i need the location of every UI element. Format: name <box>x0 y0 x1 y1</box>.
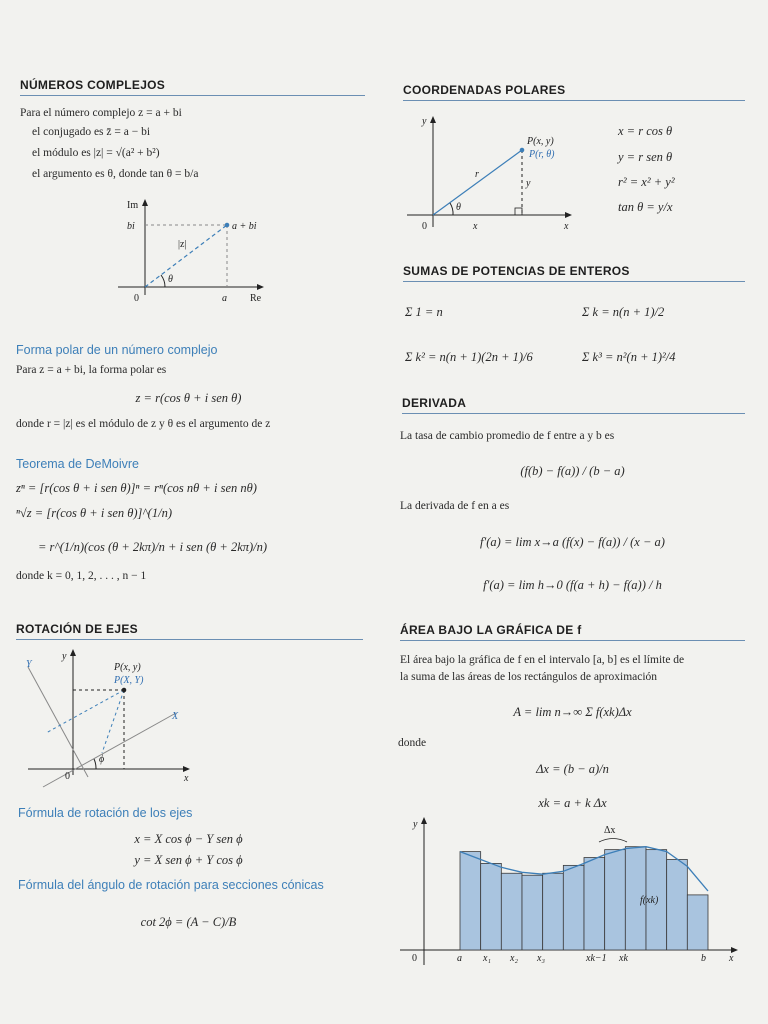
sum-ones: Σ 1 = n <box>405 305 443 319</box>
section-numeros-complejos: NÚMEROS COMPLEJOS <box>20 78 365 96</box>
theta-arc <box>161 275 165 287</box>
x-axis-arrow <box>183 766 190 772</box>
sum-k: Σ k = n(n + 1)/2 <box>582 305 665 319</box>
phi-label: ϕ <box>99 754 105 765</box>
rotation-point <box>122 688 127 693</box>
y-axis-arrow <box>421 817 427 824</box>
area-line-2: la suma de las áreas de los rectángulos de aproximación <box>400 671 658 683</box>
area-line-1: El área bajo la gráfica de f en el intervalo [a, b] es el límite de <box>400 654 685 666</box>
demoivre-root-expansion: = r^(1/n)(cos (θ + 2kπ)/n + i sen (θ + 2kπ)/n) <box>38 540 268 554</box>
y-label: y <box>62 651 67 662</box>
polar-eq-x: x = r cos θ <box>618 124 673 138</box>
derivative-def-h: f′(a) = lim h→0 (f(a + h) − f(a)) / h <box>483 578 662 592</box>
section-derivada: DERIVADA <box>402 396 745 414</box>
pXY-label: P(X, Y) <box>114 675 144 686</box>
demoivre-root: ⁿ√z = [r(cos θ + i sen θ)]^(1/n) <box>16 506 172 520</box>
polar-eq-y: y = r sen θ <box>618 150 673 164</box>
re-label: Re <box>250 293 262 304</box>
riemann-bar-7 <box>584 858 605 950</box>
rotation-formula-title: Fórmula de rotación de los ejes <box>18 806 193 820</box>
delta-x-formula: Δx = (b − a)/n <box>536 762 609 776</box>
riemann-bar-4 <box>522 875 543 950</box>
polar-form-title: Forma polar de un número complejo <box>16 343 218 357</box>
complex-line-conjugate: el conjugado es z̄ = a − bi <box>32 126 151 138</box>
section-rotacion-ejes: ROTACIÓN DE EJES <box>16 622 363 640</box>
derivative-line-2: La derivada de f en a es <box>400 500 510 512</box>
polar-form-line-2: donde r = |z| es el módulo de z y θ es el argumento de z <box>16 418 271 430</box>
X-label: X <box>172 711 179 722</box>
area-limit-formula: A = lim n→∞ Σ f(xk)Δx <box>513 705 632 719</box>
riemann-bar-6 <box>563 865 584 950</box>
x1-label: x₁ <box>483 953 491 964</box>
X-axis <box>43 713 176 787</box>
derivative-line-1: La tasa de cambio promedio de f entre a y b es <box>400 430 615 442</box>
riemann-bar-11 <box>667 859 688 950</box>
xk-formula: xk = a + k Δx <box>538 796 607 810</box>
right-angle-mark <box>515 208 522 215</box>
xk-minus-1-label: xk−1 <box>586 953 607 964</box>
x-segment-label: x <box>473 221 478 232</box>
riemann-bar-2 <box>481 863 502 950</box>
y-axis-arrow <box>70 649 76 656</box>
area-donde: donde <box>398 737 427 749</box>
polar-eq-tan: tan θ = y/x <box>618 200 673 214</box>
modulus-line <box>145 225 227 287</box>
demoivre-k-values: donde k = 0, 1, 2, . . . , n − 1 <box>16 570 147 582</box>
demoivre-power: zⁿ = [r(cos θ + i sen θ)]ⁿ = rⁿ(cos nθ + i sen nθ) <box>16 481 257 495</box>
phi-arc <box>94 759 96 769</box>
complex-plane-diagram <box>110 195 290 315</box>
bi-label: bi <box>127 221 135 232</box>
origin-label: 0 <box>422 221 427 232</box>
section-sumas-potencias: SUMAS DE POTENCIAS DE ENTEROS <box>403 264 745 282</box>
riemann-bar-12 <box>687 895 708 950</box>
x-label: x <box>184 773 189 784</box>
Y-label: Y <box>26 659 32 670</box>
riemann-sum-chart <box>396 815 746 975</box>
pxy-label: P(x, y) <box>114 662 141 673</box>
rotation-angle-title: Fórmula del ángulo de rotación para secciones cónicas <box>18 878 324 892</box>
b-label: b <box>701 953 706 964</box>
prtheta-label: P(r, θ) <box>529 149 555 160</box>
complex-line-1: Para el número complejo z = a + bi <box>20 107 182 119</box>
demoivre-title: Teorema de DeMoivre <box>16 457 139 471</box>
point-label: a + bi <box>232 221 257 232</box>
y-segment-label: y <box>526 178 531 189</box>
r-label: r <box>475 169 479 180</box>
riemann-bar-3 <box>501 873 522 950</box>
re-axis-arrow <box>257 284 264 290</box>
radius-line <box>433 150 522 215</box>
sum-k-cubed: Σ k³ = n²(n + 1)²/4 <box>582 350 676 364</box>
riemann-bar-8 <box>605 850 626 950</box>
polar-form-equation: z = r(cos θ + i sen θ) <box>135 391 242 405</box>
polar-diagram <box>405 112 585 237</box>
im-axis-arrow <box>142 199 148 206</box>
pxy-label: P(x, y) <box>527 136 554 147</box>
rotation-diagram <box>18 645 198 785</box>
complex-point <box>225 223 230 228</box>
im-label: Im <box>127 200 139 211</box>
riemann-bar-1 <box>460 852 481 950</box>
x2-label: x₂ <box>510 953 518 964</box>
xk-label: xk <box>619 953 628 964</box>
x-label: x <box>729 953 734 964</box>
polar-point <box>520 148 525 153</box>
Y-projection <box>46 690 124 733</box>
fxk-label: f(xk) <box>640 895 659 906</box>
polar-form-line-1: Para z = a + bi, la forma polar es <box>16 364 167 376</box>
delta-x-brace <box>599 839 627 843</box>
riemann-bar-5 <box>543 873 564 950</box>
Y-axis <box>28 667 88 777</box>
origin-label: 0 <box>412 953 417 964</box>
modulus-label: |z| <box>178 239 187 250</box>
a-label: a <box>222 293 227 304</box>
x-axis-arrow <box>565 212 572 218</box>
y-label: y <box>422 116 427 127</box>
origin-label: 0 <box>134 293 139 304</box>
theta-label: θ <box>168 274 173 285</box>
complex-line-argument: el argumento es θ, donde tan θ = b/a <box>32 168 199 180</box>
rotation-angle-eq: cot 2ϕ = (A − C)/B <box>140 915 237 929</box>
polar-eq-r2: r² = x² + y² <box>618 175 675 189</box>
theta-arc <box>450 203 453 215</box>
rotation-eq-x: x = X cos ϕ − Y sen ϕ <box>134 832 243 846</box>
section-area-bajo-grafica: ÁREA BAJO LA GRÁFICA DE f <box>400 623 745 641</box>
x-label: x <box>564 221 569 232</box>
a-label: a <box>457 953 462 964</box>
theta-label: θ <box>456 202 461 213</box>
sum-k-squared: Σ k² = n(n + 1)(2n + 1)/6 <box>405 350 533 364</box>
delta-x-label: Δx <box>604 825 616 836</box>
section-coordenadas-polares: COORDENADAS POLARES <box>403 83 745 101</box>
average-rate-quotient: (f(b) − f(a)) / (b − a) <box>520 464 625 478</box>
y-label: y <box>413 819 418 830</box>
rotation-eq-y: y = X sen ϕ + Y cos ϕ <box>134 853 243 867</box>
origin-label: 0 <box>65 771 70 782</box>
y-axis-arrow <box>430 116 436 123</box>
derivative-def-x: f′(a) = lim x→a (f(x) − f(a)) / (x − a) <box>480 535 665 549</box>
complex-line-modulus: el módulo es |z| = √(a² + b²) <box>32 147 160 159</box>
x3-label: x₃ <box>537 953 545 964</box>
